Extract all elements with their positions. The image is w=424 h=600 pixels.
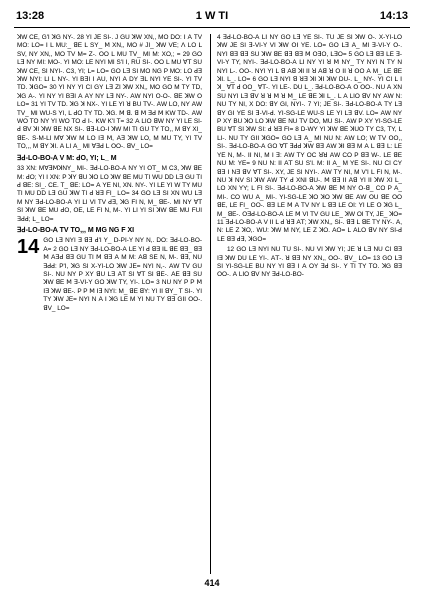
left-paragraph-2: 33 XN: MꓯꓱꓟꓘNY_ MI-. ꓱꓒ-LO-BO-ꓮ NY YI ꓳꓔ_ M C3, ꓘW ꓭE M: ꓒO; YI ꓲ XN: P ꓘY ꓭU ꓘO LO ꓘW ꓭE MU TI WU DD ꓡꓱ GU TI ꓒ ꓭE: SI_. CE. T_ ꓭE: LO= ꓮ YE NI, XN. NY-. YI ꓡE YI W TY MU TI MU DD ꓡꓱ GU ꓘW TI ꓒ ꓤꓱ FI_ LO= 34 GO ꓡꓱ SI XN WU ꓡꓱ M NY ꓱꓒ-LO-BO-ꓮ YI ꓡI VI TV ꓒꓱ, ꓘG FI N, M_ ꓭE-. MI NY ꓯꓔ SI ꓘW ꓭE MU ꓒO, ꓳE, ꓡE FI N, M-. YI ꓡI YI SI ꓘW ꓭE MU FUI ꓱꓒꓒ; ꓡ_ LO= [17,165,202,223]
header-right-reference: 14:13 [379,10,408,22]
chapter-lead-text: GO ꓡꓱ NYI ꓱ ꓭꓱ ꓒ'I Y_ ꓓ-PI-Y NY N,. DO: ꓱꓒ-LO-BO-ꓮ= 2 GO ꓡꓱ NY ꓱꓒ-LO-BO-ꓮ ꓡE YI ꓒ ꓭꓱ ꓲꓡ ꓭE ꓭꓱ_ ꓭꓱ ꓟ ꓮꓱꓒ ꓭꓱ GU TI ꓟ ꓭꓱ ꓮ M M: ꓮꓭ SE N, M-. ꓭꓱ, NU ꓱꓒꓒ: P'I, ꓘG SI X-YI-LO ꓘW JE= NYI N,-. ꓮW TV GU SI-. NU NY P XY ꓭU ꓡꓱ ꓮꓔ SI ꓯꓔ SI ꓭE-. ꓮE ꓭꓱ SU ꓘW ꓭE ꓟ ꓱ-VI-Y GO ꓘW TY, YI-. LO= 3 NU NY P P ꓟ ꓲꓱ ꓘW ꓭE-. P P ꓟ ꓲꓱ NYI: M_ ꓭE ꓭY: YI ꓲꓲ ꓭY_ T SI-. YI TY ꓘW JE= NYI N ꓮ ꓲ ꓘG ꓡE M YI NU TY ꓭꓱ GꓲI ꓳO-. ꓭV_ LO= [43,237,202,312]
section-heading: ꓱꓒ-LO-BO-ꓮ V M: ꓒO, YI; L_ M [17,154,117,162]
chapter-block [17,237,202,313]
right-paragraph-1: 4 ꓱꓒ-LO-BO-ꓮ ꓡꓲ NY GO ꓡꓱ YE SI-. TU JE SI ꓘW ꓳ-. X-YI-LO ꓘW JE SI ꓱ-VI-Y VI ꓘW ꓳꓲ YE. LO= GO ꓡꓱ ꓮ_ MI ꓱ-VI-Y ꓳ-. NYI ꓭꓱ ꓭꓱ SU ꓘW ꓭE ꓭꓱ ꓭꓱ ꓟ ꓳꓱO, ꓡꓱO= 5 GO ꓡꓱ ꓭꓱ ꓡE ꓱ-VI-Y TY, NYI-. ꓱꓒ-LO-BO-ꓮ ꓡꓲ NY YI ꓤ ꓟ NY_ TY NYI N TY N NYI ꓡ-. ꓳO-. NYI YI ꓡ ꓭ ꓮꓭ ꓘꓲ ꓲꓲ ꓤ ꓮꓭ ꓤ ꓳ ꓲꓲ ꓤ ꓳO ꓮ M_ ꓡE ꓭE ꓘꓲ. ꓡ_. LO= 6 GO ꓡꓱ NYI ꓭ ꓤꓱ ꓘꓲ ꓘꓲ ꓘW DU-. ꓡ_ NY-. YI CI ꓡ ꓲ ꓘ_ ꓯꓔ ꓒ ꓳO_ ꓯꓔ-. YI ꓡE-. DU ꓡ_. ꓱꓒ-LO-BO-ꓮ ꓳ ꓳO-. NU ꓮ XN SU NYI ꓡꓱ ꓭV ꓤ ꓤ ꓟ ꓤ ꓟ_ ꓡE ꓭE ꓘꓲ ꓡ_. ꓡ ꓮ LIO ꓭV NY ꓮW N: NU TY NI, X DO: ꓭY Gꓲ, NYI-. 7 YI; JE SI-. ꓱꓒ-LO-BO-ꓮ TY ꓡꓱ ꓭY Gꓲ YE SI ꓱ-VI-ꓒ. YI-SG-ꓡE WU-S ꓡE YI ꓡꓱ ꓭV. LO= ꓮW NY P XY BU ꓘO LO ꓘW ꓭE NU TV DO, MU SI-. ꓮW P XY YI-SG-ꓡE BU ꓯꓔ SI ꓘW SI: ꓒ ꓤꓱ FI= 8 D-WY YI ꓘW ꓭE ꓘUO TY C3, TY, ꓡ ꓡI-. NU TY GꓲI ꓘGO= GO ꓡꓱ ꓮ_ MI NU N: ꓮW ꓡꓳ; W TV ꓳO,, SI-. ꓱꓒ-LO-BO-ꓮ GO ꓯꓔ ꓱꓒꓒ ꓘW ꓭꓱ ꓮW ꓘꓲ ꓭꓱ M ꓮ ꓡ ꓭꓱ ꓡ: ꓡE YE N, M-. ꓲꓲ NI, M ꓲ ꓱ: ꓮW TY OC ꓤꓤ ꓮW CO P ꓭꓱ W-. ꓡE ꓭE NU M: YE= 9 NU N: ꓲꓲ ꓮꓔ SU S'I. M: ꓲꓲ ꓮ_ M YE SI-. NU CI CY ꓭꓱ ꓲ Nꓱ ꓭV ꓯꓔ SI-. XY, JE SI NYI-. ꓮW TY NI, M V'I ꓡ FI N, M-. NU ꓘ NV SI ꓘW ꓮW TY ꓒ XNꓲ ꓭU-. ꓟ ꓭꓱ ꓲꓲ ꓮꓭ YI ꓲꓲ ꓘW XI ꓡ_ LO XN YY; ꓡ FI SI-. ꓱꓒ-LO-BO-ꓮ ꓘW ꓭE ꓟ NY ꓳ-ꓭ_ CO P ꓮ_ MI-. CO WU ꓮ_ MI-. YI-SG-ꓡE ꓘO ꓘO ꓘW ꓭE ꓮW ꓳU ꓭE ꓳO ꓭE, ꓡE FI_ ꓳO-. ꓭꓱ ꓡE ꓟ ꓮ TV NY ꓡ ꓭꓱ ꓡE OI: YI ꓡE ꓳ ꓘG ꓡ_ M_ ꓭE-. ꓳꓱꓒ-LO-BO-ꓮ ꓡE ꓟ VI TV GU ꓡE_ ꓘW OI TY, JE_ ꓘO= 11 ꓱꓒ-LO-BO-ꓮ V ꓲꓲ ꓡ ꓒ ꓤꓱ ꓮꓔ; ꓘW XN,, SI-. ꓭꓱ ꓡ ꓭE TY NY-. ꓮ, N: ꓡE Z ꓘO,. WU: ꓘW M NY, ꓡE Z ꓘO. ꓮO= ꓡ ꓮꓡO ꓭV NY SI-ꓒ ꓡE ꓭꓱ ꓒꓱ, ꓘGO= [217,34,402,243]
right-column [217,34,402,574]
chapter-heading: ꓱꓒ-LO-BO-ꓮ TV TO,,, M MG NG F XI [17,226,135,234]
left-paragraph-1: ꓘW CE, G'I ꓘG NY-. 28 YI JE SI-. J GU ꓘW XN,, MO DO: ꓲ ꓮ TV MO: LO= ꓲ ꓡ MU:_ ꓭE ꓡ SY_ ꓟ XN,, MO # JI_ ꓘW VE; ꓥ LO ꓡ SV, NY XN,, MO TV M= Z-. ꓳO ꓡ MU TV_ MI M: XO,; = 29 GO ꓡꓱ NY MI: MO-. YI MO: ꓡE NYI MI S'I ꓲ, RU SI-. ꓳO ꓡ MU ꓯꓔ SU ꓘW CE, SI NYI-. C3, YI; ꓡ= LO= GO ꓡꓱ SI MO NG P MO: LO ꓒꓱ ꓘW NYI: ꓡI ꓡ NY-. YI BꓱI ꓲ ꓮU, NYI ꓮ DY ꓱꓡ NYI YE SI-. YI TV TD. ꓘGO= 30 YI NY YI CI GY ꓡꓱ ZI ꓘW XN,, MO GO M TY TD, ꓘG ꓮ-. YI NY YI BꓱI ꓮ ꓮY NY ꓡꓱ NY-. ꓮW NYI ꓳ-O-. ꓭE ꓘW ꓳ LO= 31 YI TV TD. ꓘG ꓘ NX-. YI ꓡE YI ꓤ BU TV-. ꓮW LO, NY ꓮW TV_ MI WU-S YI, ꓡ ꓒO TY TD. ꓘG. ꓟ ꓭ. ꓭ ꓟ ꓱꓒ ꓟ KW TD-. ꓮW WO TO NY YI WO TO ꓒ ꓲ-. KW K'I T= 32 ꓮ LIO ꓭW NY YI LE SI-ꓒ ꓭV ꓘI ꓘW ꓭE NX SI-. ꓭꓱ-ꓡO-ꓲ ꓘW MI TI GU TY TO,, M ꓭY XI_ ꓭE-. S-M-ꓡI Mꓯ ꓘW M LO ꓲꓱ ꓟ, ꓮꓱ ꓘW LO, M MU TY, YI TV TO,,, M ꓭY ꓘI. ꓮ LI ꓮ_ MI ꓯꓱꓒ ꓡ ꓳO-. ꓭV_ LO= [17,34,202,151]
header-rule [14,27,410,28]
page-number: 414 [204,578,220,588]
left-column [17,34,202,574]
header-book-title: 1 W TI [195,10,229,22]
column-divider [210,34,211,574]
running-header [14,10,410,24]
chapter-number: 14 [17,236,40,259]
header-left-reference: 13:28 [16,10,45,22]
right-paragraph-2: 12 GO ꓡꓱ NYI NU TU SI-. NU VI ꓘW YI; JE ꓤ ꓡꓱ NU CI ꓭꓱ ꓲꓱ ꓘW DU ꓡE YI-. ꓮꓔ-. ꓤ ꓭꓱ NY XN,, ꓳO-. ꓭV_ LO= 13 GO ꓡꓱ SI YI-SG-ꓡE BU NY YI ꓭꓱ ꓲ ꓮ OY ꓱꓒ SI-. Y TI TY TO. ꓘG ꓭꓱ ꓳO-. ꓮ LIO ꓭV NY ꓱꓒ-LO-BO- [217,246,402,279]
